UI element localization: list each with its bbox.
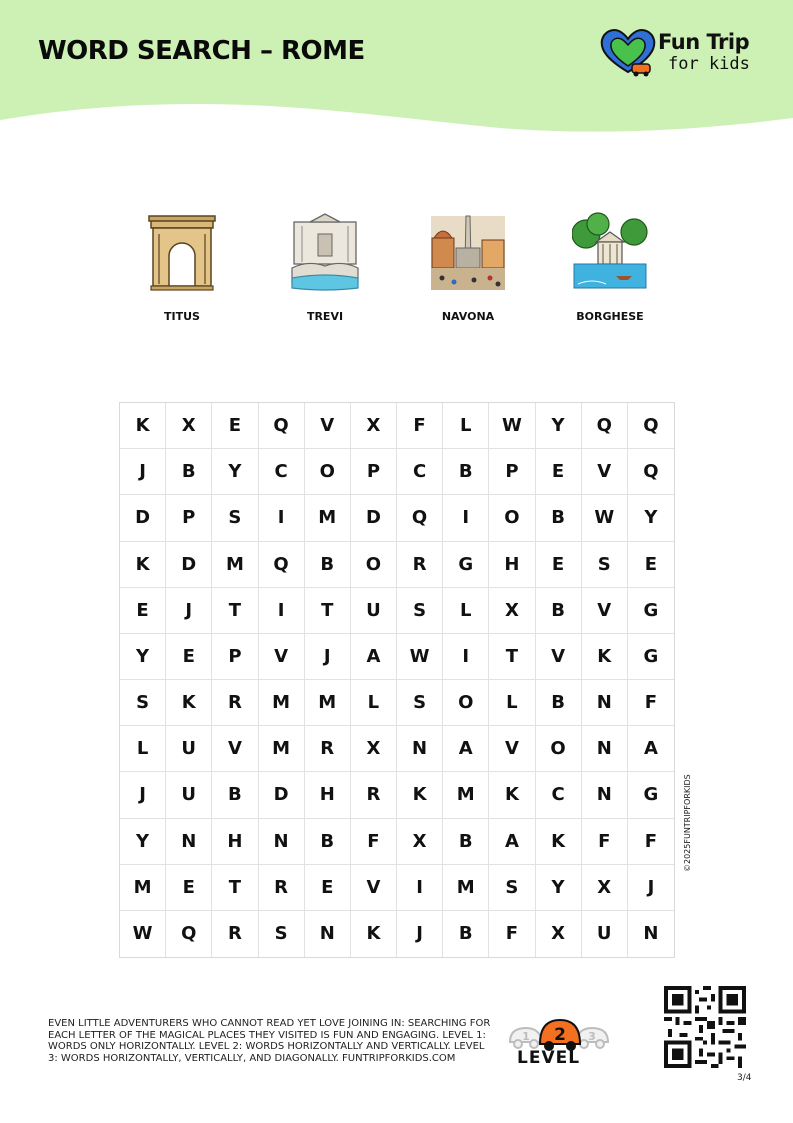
picture-label: NAVONA: [441, 310, 495, 323]
grid-cell: B: [443, 911, 489, 957]
grid-cell: D: [166, 542, 212, 588]
grid-cell: W: [397, 634, 443, 680]
grid-cell: S: [212, 495, 258, 541]
grid-cell: E: [166, 634, 212, 680]
level-left-number: 1: [522, 1030, 530, 1043]
grid-cell: C: [259, 449, 305, 495]
grid-cell: F: [582, 819, 628, 865]
grid-cell: K: [120, 403, 166, 449]
grid-cell: S: [582, 542, 628, 588]
grid-cell: O: [305, 449, 351, 495]
grid-cell: V: [212, 726, 258, 772]
instructions-text: EVEN LITTLE ADVENTURERS WHO CANNOT READ YET LOVE JOINING IN: SEARCHING FOR EACH LETTER OF THE MAGICAL PLACES THEY VISITED IS FUN AND ENGAGING. LEVEL 1: WORDS ONLY HORIZONTALLY. LEVEL 2: WORDS HORIZONTALLY AND VERTICALLY. LEVEL 3: WORDS HORIZONTALLY, VERTICALLY, AND DIAGONALLY. FUNTRIPFORKIDS.COM: [48, 1018, 491, 1064]
grid-cell: H: [212, 819, 258, 865]
grid-cell: S: [259, 911, 305, 957]
grid-cell: U: [582, 911, 628, 957]
grid-cell: K: [120, 542, 166, 588]
grid-cell: V: [582, 449, 628, 495]
grid-cell: O: [443, 680, 489, 726]
grid-cell: N: [582, 680, 628, 726]
grid-cell: V: [351, 865, 397, 911]
grid-cell: M: [305, 495, 351, 541]
grid-cell: L: [443, 403, 489, 449]
grid-cell: M: [259, 726, 305, 772]
grid-cell: Y: [536, 865, 582, 911]
grid-cell: O: [536, 726, 582, 772]
grid-cell: F: [628, 680, 674, 726]
grid-cell: E: [120, 588, 166, 634]
grid-cell: Q: [259, 542, 305, 588]
picture-item: [408, 212, 528, 323]
grid-cell: B: [443, 819, 489, 865]
grid-cell: T: [305, 588, 351, 634]
grid-cell: T: [489, 634, 535, 680]
grid-cell: Y: [120, 819, 166, 865]
grid-cell: E: [536, 449, 582, 495]
trevi-fountain-icon: [288, 212, 362, 292]
heart-globe-car-icon: [598, 26, 658, 80]
grid-cell: M: [443, 865, 489, 911]
grid-cell: B: [536, 495, 582, 541]
grid-cell: N: [582, 772, 628, 818]
grid-cell: Q: [628, 403, 674, 449]
villa-borghese-icon: [572, 212, 648, 292]
grid-cell: L: [351, 680, 397, 726]
grid-cell: P: [351, 449, 397, 495]
grid-cell: Q: [166, 911, 212, 957]
grid-cell: U: [166, 772, 212, 818]
grid-cell: R: [397, 542, 443, 588]
grid-cell: O: [351, 542, 397, 588]
word-search-grid: [119, 402, 675, 958]
grid-cell: K: [489, 772, 535, 818]
grid-cell: P: [489, 449, 535, 495]
grid-cell: G: [628, 772, 674, 818]
grid-cell: J: [305, 634, 351, 680]
grid-cell: A: [351, 634, 397, 680]
grid-cell: X: [582, 865, 628, 911]
grid-cell: X: [351, 403, 397, 449]
grid-cell: N: [259, 819, 305, 865]
copyright-text: ©2025FUNTRIPFORKIDS: [683, 774, 692, 872]
grid-cell: Y: [536, 403, 582, 449]
picture-item: [265, 212, 385, 323]
grid-cell: R: [351, 772, 397, 818]
grid-cell: N: [643, 923, 659, 945]
grid-cell: T: [212, 588, 258, 634]
grid-cell: X: [397, 819, 443, 865]
grid-cell: V: [259, 634, 305, 680]
page-title: WORD SEARCH – ROME: [38, 36, 365, 66]
grid-cell: R: [212, 911, 258, 957]
level-current-number: 2: [554, 1025, 566, 1045]
grid-cell: Y: [120, 634, 166, 680]
picture-row: [110, 212, 680, 332]
grid-cell: P: [212, 634, 258, 680]
grid-cell: T: [212, 865, 258, 911]
grid-cell: X: [166, 403, 212, 449]
grid-cell: I: [259, 588, 305, 634]
grid-cell: K: [582, 634, 628, 680]
grid-cell: Q: [397, 495, 443, 541]
grid-cell: U: [166, 726, 212, 772]
logo-line-1: Fun Trip: [658, 30, 750, 54]
grid-cell: J: [628, 865, 674, 911]
grid-cell: R: [212, 680, 258, 726]
level-right-number: 3: [588, 1030, 596, 1043]
grid-cell: R: [259, 865, 305, 911]
grid-cell: O: [489, 495, 535, 541]
grid-cell: I: [443, 634, 489, 680]
grid-cell: L: [489, 680, 535, 726]
grid-cell: I: [397, 865, 443, 911]
grid-cell: S: [397, 588, 443, 634]
grid-cell: J: [120, 772, 166, 818]
grid-cell: E: [212, 403, 258, 449]
grid-cell: F: [628, 819, 674, 865]
grid-cell: B: [305, 819, 351, 865]
grid-cell: C: [536, 772, 582, 818]
grid-cell: H: [489, 542, 535, 588]
page-number: 3/4: [737, 1073, 752, 1083]
grid-cell: A: [628, 726, 674, 772]
grid-cell: X: [489, 588, 535, 634]
grid-cell: L: [443, 588, 489, 634]
grid-cell: A: [443, 726, 489, 772]
grid-cell: M: [212, 542, 258, 588]
grid-cell: F: [489, 911, 535, 957]
grid-cell: W: [489, 403, 535, 449]
picture-label: TREVI: [306, 310, 344, 323]
grid-cell: N: [166, 819, 212, 865]
grid-cell: D: [120, 495, 166, 541]
grid-cell: E: [166, 865, 212, 911]
grid-cell: G: [628, 634, 674, 680]
arch-of-titus-icon: [147, 212, 217, 292]
picture-item: [122, 212, 242, 323]
grid-cell: F: [351, 819, 397, 865]
grid-cell: B: [536, 680, 582, 726]
grid-cell: Q: [628, 449, 674, 495]
grid-cell: B: [443, 449, 489, 495]
grid-cell: J: [397, 911, 443, 957]
grid-cell: Q: [259, 403, 305, 449]
grid-cell: B: [212, 772, 258, 818]
grid-cell: Y: [212, 449, 258, 495]
grid-cell: Y: [628, 495, 674, 541]
grid-cell: G: [628, 588, 674, 634]
grid-cell: W: [582, 495, 628, 541]
piazza-navona-icon: [430, 212, 506, 292]
grid-cell: K: [397, 772, 443, 818]
grid-cell: V: [489, 726, 535, 772]
grid-cell: B: [166, 449, 212, 495]
grid-cell: M: [305, 680, 351, 726]
qr-code-icon: [664, 986, 746, 1068]
grid-cell: D: [351, 495, 397, 541]
grid-cell: B: [305, 542, 351, 588]
grid-cell: S: [397, 680, 443, 726]
level-label: LEVEL: [517, 1048, 581, 1068]
grid-cell: U: [351, 588, 397, 634]
grid-cell: M: [443, 772, 489, 818]
grid-cell: J: [120, 449, 166, 495]
grid-cell: N: [305, 911, 351, 957]
grid-cell: N: [582, 726, 628, 772]
grid-cell: K: [351, 911, 397, 957]
grid-cell: B: [536, 588, 582, 634]
grid-cell: G: [443, 542, 489, 588]
grid-cell: L: [120, 726, 166, 772]
grid-cell: X: [536, 911, 582, 957]
picture-label: BORGHESE: [576, 310, 644, 323]
grid-cell: D: [259, 772, 305, 818]
grid-cell: X: [351, 726, 397, 772]
grid-cell: N: [397, 726, 443, 772]
grid-cell: H: [305, 772, 351, 818]
grid-cell: M: [120, 865, 166, 911]
grid-cell: I: [443, 495, 489, 541]
grid-cell: W: [120, 911, 166, 957]
grid-cell: I: [259, 495, 305, 541]
grid-cell: R: [305, 726, 351, 772]
grid-cell: E: [628, 542, 674, 588]
grid-cell: V: [536, 634, 582, 680]
grid-cell: J: [166, 588, 212, 634]
grid-cell: K: [166, 680, 212, 726]
logo-line-2: for kids: [668, 54, 750, 74]
grid-cell: F: [397, 403, 443, 449]
grid-cell: S: [489, 865, 535, 911]
grid-cell: S: [120, 680, 166, 726]
grid-cell: K: [536, 819, 582, 865]
grid-cell: Q: [582, 403, 628, 449]
grid-cell: E: [536, 542, 582, 588]
grid-cell: V: [305, 403, 351, 449]
grid-cell: P: [166, 495, 212, 541]
grid-cell: E: [305, 865, 351, 911]
picture-label: TITUS: [164, 310, 200, 323]
grid-cell: M: [259, 680, 305, 726]
grid-cell: A: [489, 819, 535, 865]
grid-cell: V: [582, 588, 628, 634]
picture-item: [550, 212, 670, 323]
grid-cell: C: [397, 449, 443, 495]
